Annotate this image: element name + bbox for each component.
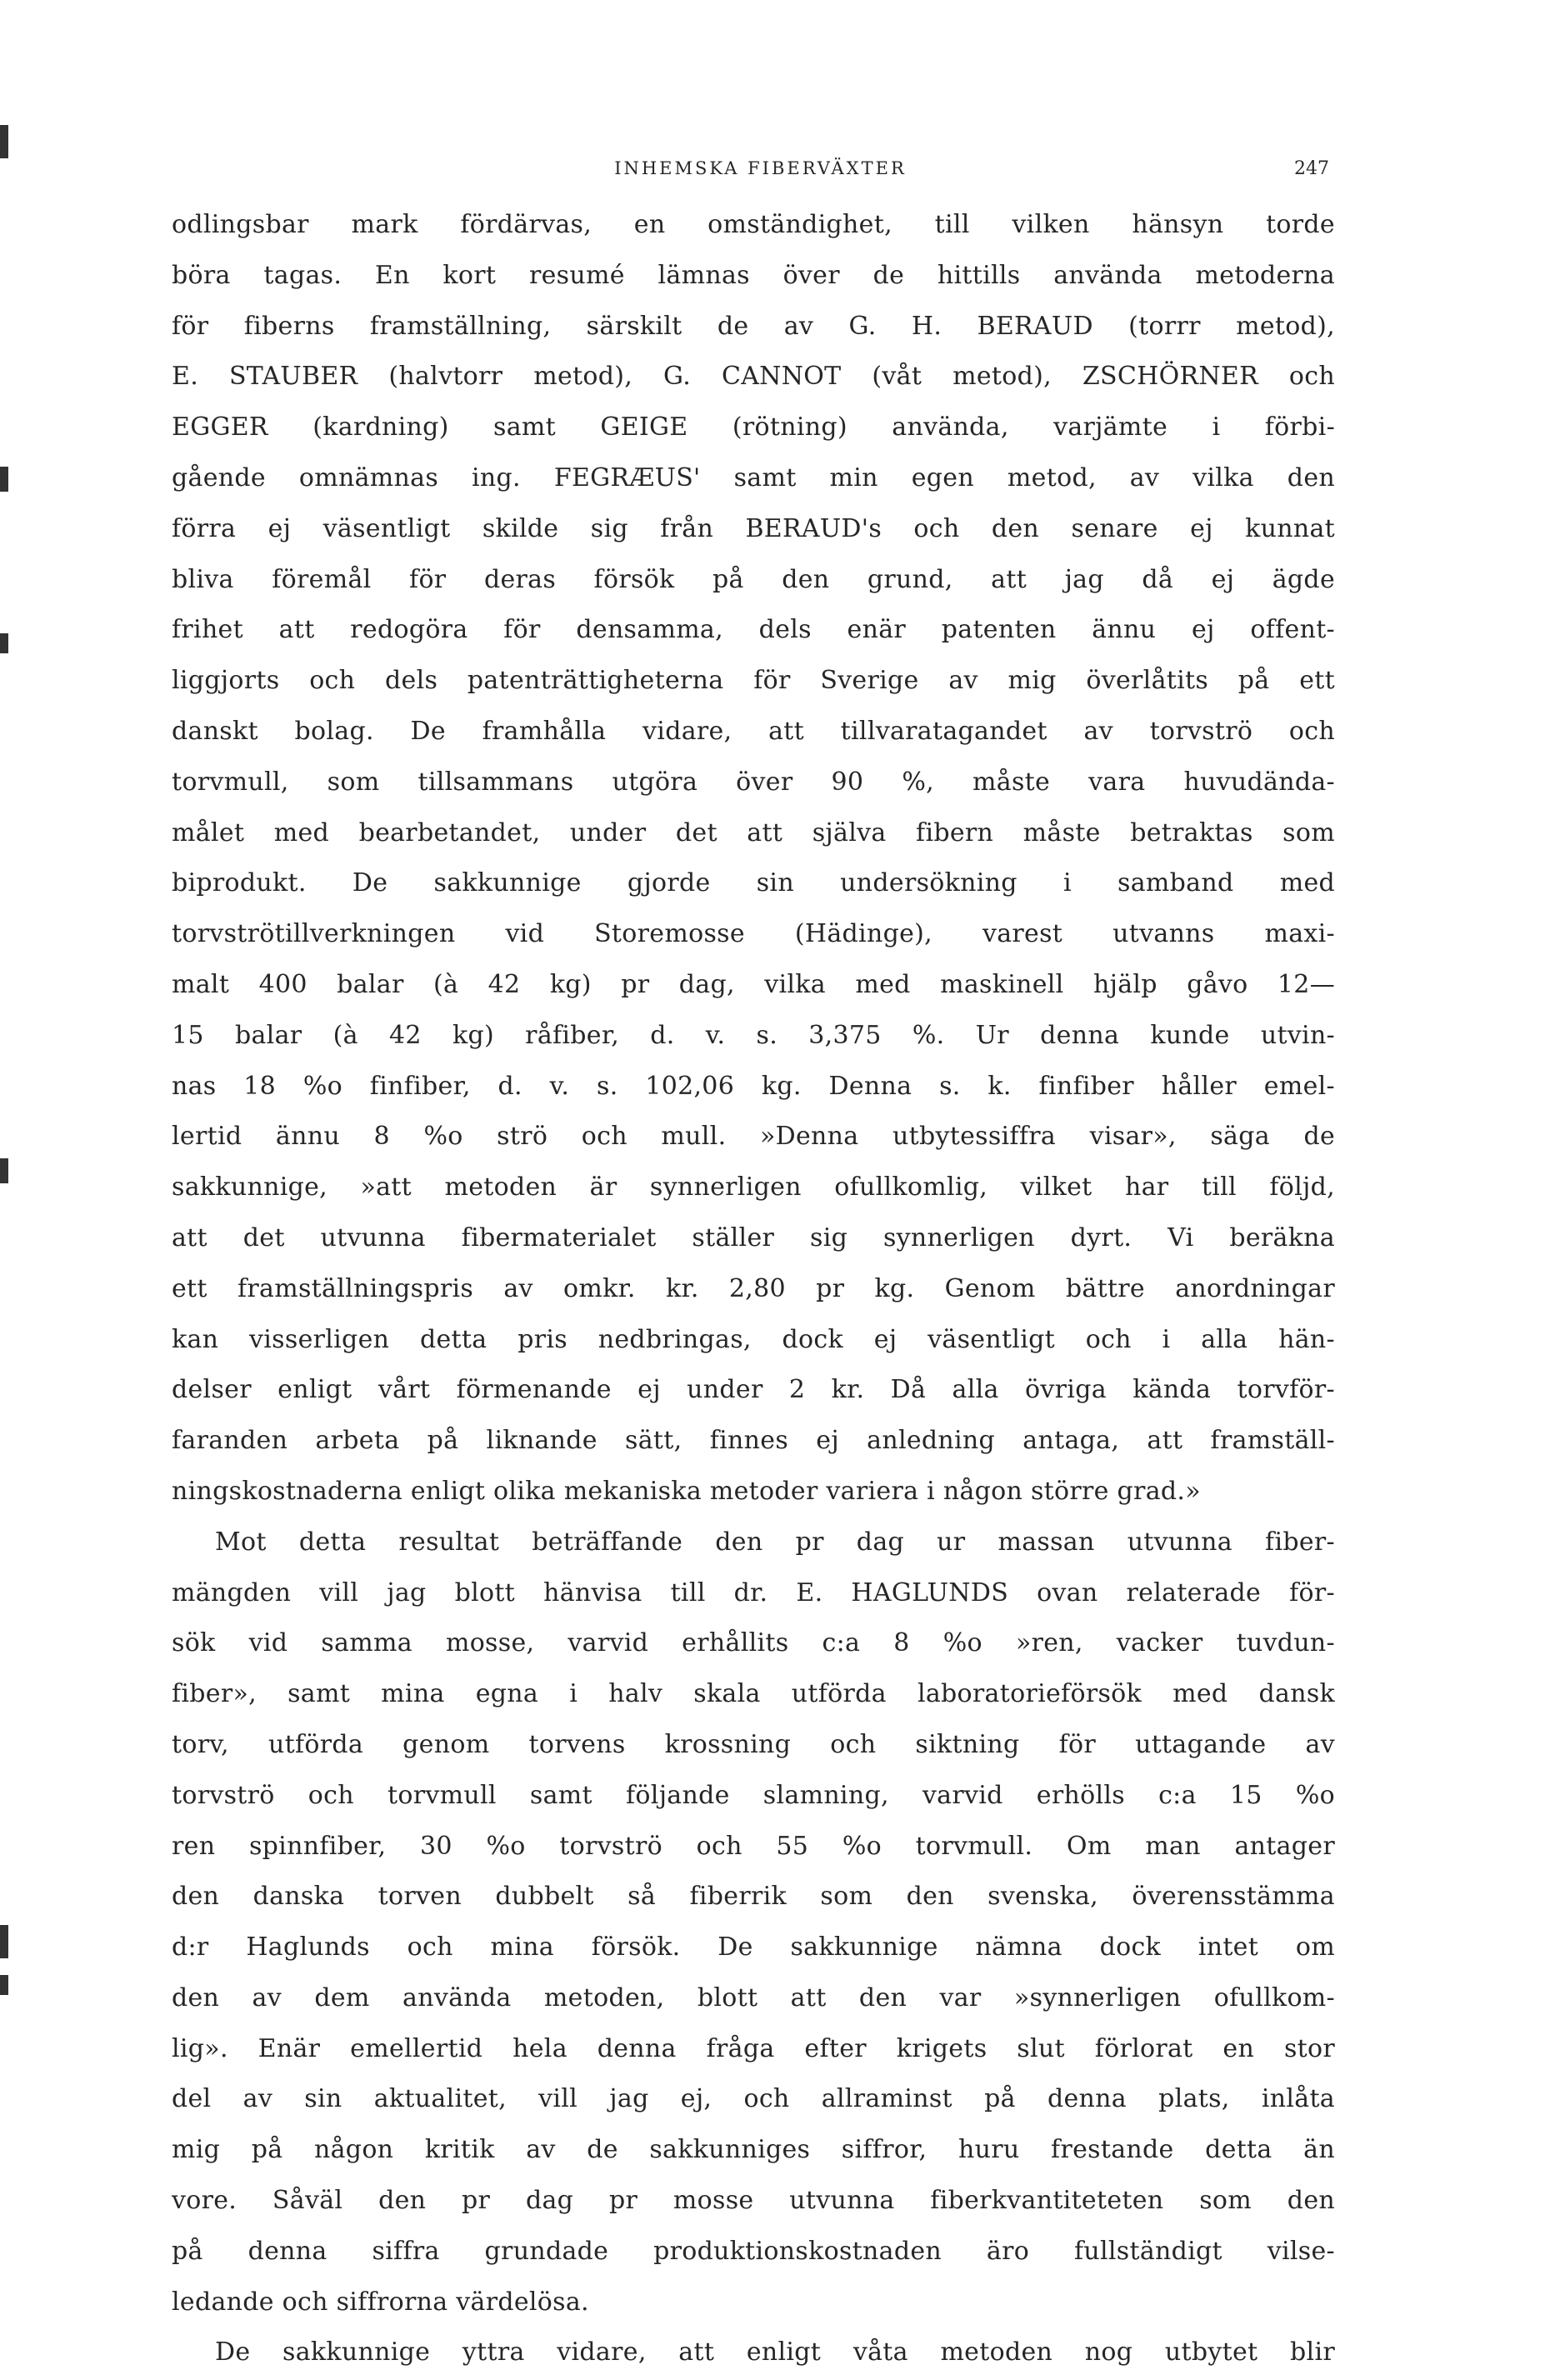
text-line: fiber», samt mina egna i halv skala utförda laboratorieförsök med dansk (172, 1679, 1335, 1709)
text-line: Mot detta resultat beträffande den pr dag ur massan utvunna fiber- (215, 1527, 1335, 1557)
text-line: sakkunnige, »att metoden är synnerligen ofullkomlig, vilket har till följd, (172, 1172, 1335, 1202)
text-line: E. STAUBER (halvtorr metod), G. CANNOT (våt metod), ZSCHÖRNER och (172, 362, 1335, 392)
text-line: del av sin aktualitet, vill jag ej, och allraminst på denna plats, inlåta (172, 2084, 1335, 2114)
text-line: frihet att redogöra för densamma, dels enär patenten ännu ej offent- (172, 615, 1335, 645)
text-line: faranden arbeta på liknande sätt, finnes ej anledning antaga, att framställ- (172, 1426, 1335, 1456)
text-line: den danska torven dubbelt så fiberrik som den svenska, överensstämma (172, 1882, 1335, 1912)
text-line: ren spinnfiber, 30 %o torvströ och 55 %o torvmull. Om man antager (172, 1831, 1335, 1861)
text-line: nas 18 %o finfiber, d. v. s. 102,06 kg. Denna s. k. finfiber håller emel- (172, 1071, 1335, 1101)
text-line: sök vid samma mosse, varvid erhållits c:a 8 %o »ren, vacker tuvdun- (172, 1628, 1335, 1658)
page-header (192, 158, 1329, 192)
text-line: delser enligt vårt förmenande ej under 2 kr. Då alla övriga kända torvför- (172, 1375, 1335, 1405)
text-line: torvmull, som tillsammans utgöra över 90 %, måste vara huvudända- (172, 767, 1335, 797)
text-line: 15 balar (à 42 kg) råfiber, d. v. s. 3,375 %. Ur denna kunde utvin- (172, 1020, 1335, 1050)
text-line: ledande och siffrorna värdelösa. (172, 2287, 589, 2317)
text-line: odlingsbar mark fördärvas, en omständighet, till vilken hänsyn torde (172, 210, 1335, 239)
text-line: De sakkunnige yttra vidare, att enligt våta metoden nog utbytet blir (215, 2338, 1335, 2368)
text-line: förra ej väsentligt skilde sig från BERAUD's och den senare ej kunnat (172, 513, 1335, 543)
text-line: böra tagas. En kort resumé lämnas över de hittills använda metoderna (172, 260, 1335, 290)
text-line: torvströtillverkningen vid Storemosse (Hädinge), varest utvanns maxi- (172, 919, 1335, 949)
text-line: lig». Enär emellertid hela denna fråga efter krigets slut förlorat en stor (172, 2033, 1335, 2063)
text-body (172, 200, 1335, 2378)
text-line: torv, utförda genom torvens krossning och siktning för uttagande av (172, 1729, 1335, 1759)
text-line: mängden vill jag blott hänvisa till dr. E. HAGLUNDS ovan relaterade för- (172, 1578, 1335, 1608)
text-line: mig på någon kritik av de sakkunniges siffror, huru frestande detta än (172, 2135, 1335, 2165)
text-line: kan visserligen detta pris nedbringas, dock ej väsentligt och i alla hän- (172, 1324, 1335, 1354)
text-line: lertid ännu 8 %o strö och mull. »Denna utbytessiffra visar», säga de (172, 1122, 1335, 1152)
text-line: gående omnämnas ing. FEGRÆUS' samt min egen metod, av vilka den (172, 462, 1335, 492)
text-line: den av dem använda metoden, blott att den var »synnerligen ofullkom- (172, 1982, 1335, 2012)
text-line: biprodukt. De sakkunnige gjorde sin undersökning i samband med (172, 868, 1335, 898)
text-line: bliva föremål för deras försök på den grund, att jag då ej ägde (172, 564, 1335, 594)
running-title: INHEMSKA FIBERVÄXTER (614, 158, 907, 178)
scan-edge-marks (0, 0, 17, 2380)
page-number: 247 (1294, 158, 1329, 179)
text-line: torvströ och torvmull samt följande slamning, varvid erhölls c:a 15 %o (172, 1780, 1335, 1810)
text-line: målet med bearbetandet, under det att själva fibern måste betraktas som (172, 818, 1335, 848)
text-line: danskt bolag. De framhålla vidare, att tillvaratagandet av torvströ och (172, 716, 1335, 746)
text-line: EGGER (kardning) samt GEIGE (rötning) använda, varjämte i förbi- (172, 412, 1335, 442)
text-line: liggjorts och dels patenträttigheterna för Sverige av mig överlåtits på ett (172, 666, 1335, 696)
text-line: ett framställningspris av omkr. kr. 2,80 pr kg. Genom bättre anordningar (172, 1273, 1335, 1303)
text-line: på denna siffra grundade produktionskostnaden äro fullständigt vilse- (172, 2236, 1335, 2266)
text-line: att det utvunna fibermaterialet ställer sig synnerligen dyrt. Vi beräkna (172, 1222, 1335, 1252)
text-line: d:r Haglunds och mina försök. De sakkunnige nämna dock intet om (172, 1932, 1335, 1962)
text-line: vore. Såväl den pr dag pr mosse utvunna fiberkvantiteteten som den (172, 2186, 1335, 2216)
text-line: ningskostnaderna enligt olika mekaniska metoder variera i någon större grad.» (172, 1476, 1201, 1506)
text-line: för fiberns framställning, särskilt de av G. H. BERAUD (torrr metod), (172, 311, 1335, 341)
text-line: malt 400 balar (à 42 kg) pr dag, vilka med maskinell hjälp gåvo 12— (172, 969, 1335, 999)
